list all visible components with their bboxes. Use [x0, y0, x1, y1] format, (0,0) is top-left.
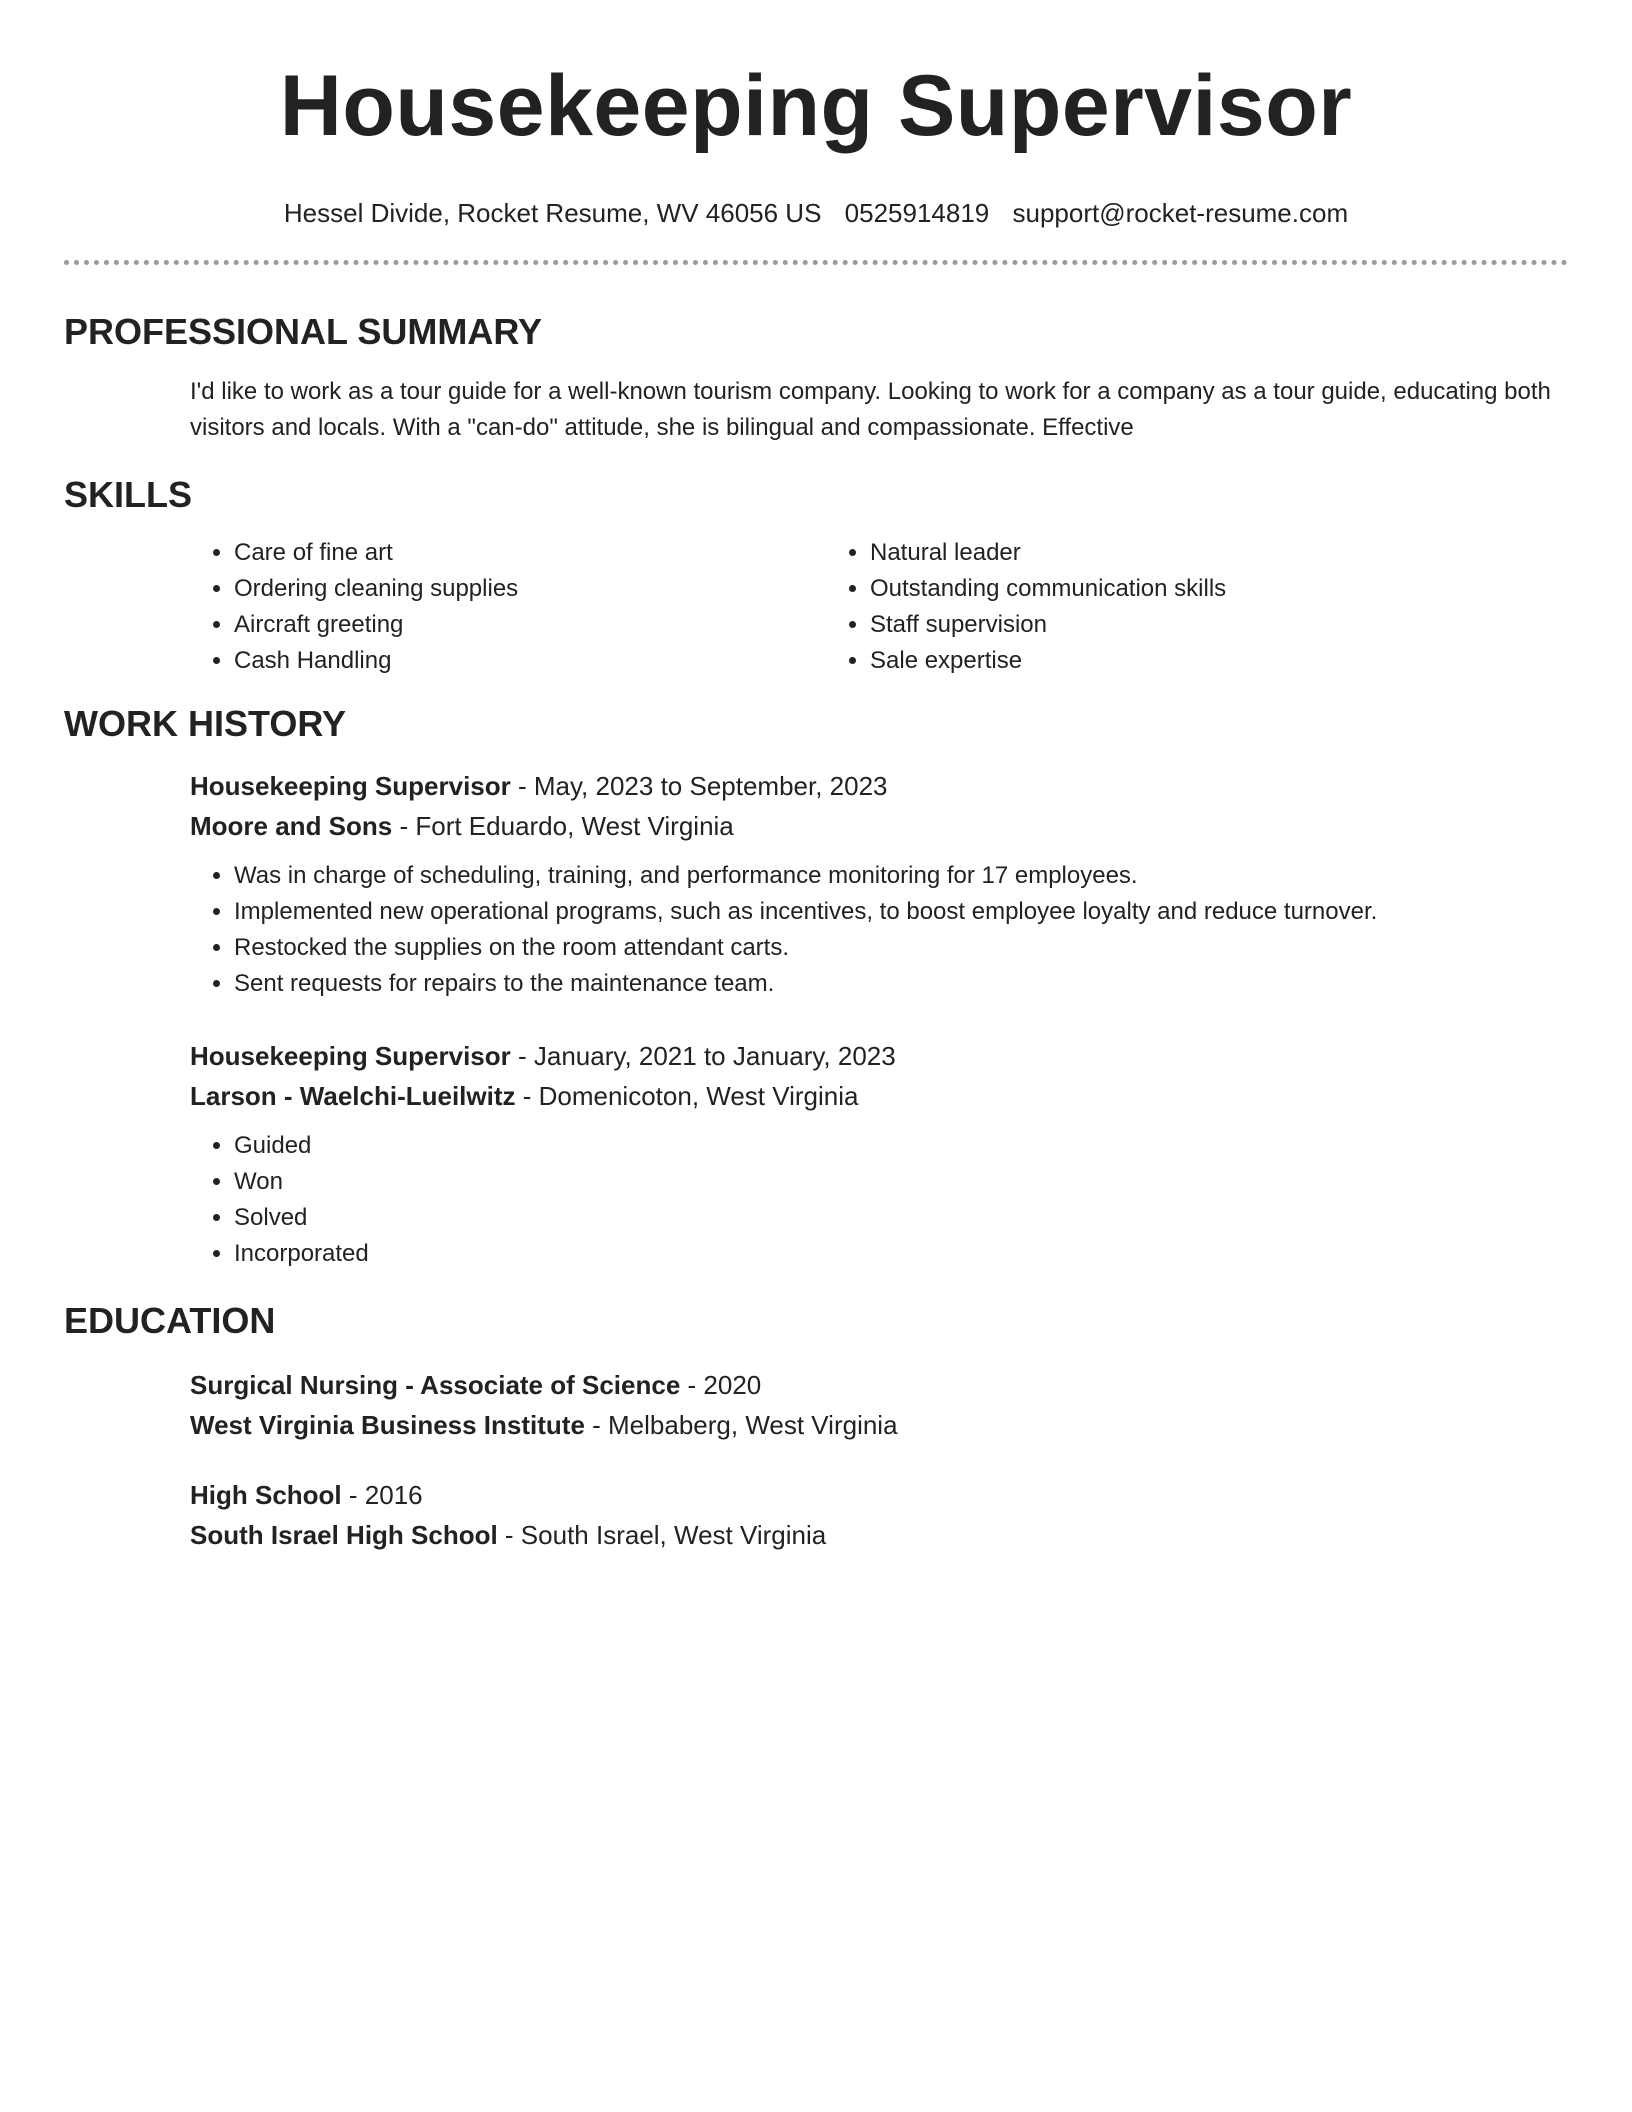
skill-item: • Sale expertise: [870, 643, 1462, 679]
skill-item: • Cash Handling: [234, 643, 826, 679]
education-year: - 2020: [680, 1370, 762, 1400]
summary-text: I'd like to work as a tour guide for a well-known tourism company. Looking to work for a company as a tour guide, educating both visitors and locals. With a "can-do" attitude, she is bilingual and compassionate. Effective: [190, 378, 1551, 441]
contact-email: support@rocket-resume.com: [1012, 198, 1349, 228]
job-company-line: [190, 1076, 1568, 1116]
job-company-line: [190, 806, 1568, 846]
contact-address: Hessel Divide, Rocket Resume, WV 46056 US: [283, 198, 822, 228]
education-entry: [64, 1475, 1568, 1555]
summary-section: [64, 374, 1568, 446]
job-bullet: • Sent requests for repairs to the maintenance team.: [234, 966, 1568, 1002]
education-school: South Israel High School: [190, 1520, 498, 1550]
job-bullet: • Restocked the supplies on the room attendant carts.: [234, 930, 1568, 966]
job-bullet: • Guided: [234, 1128, 1568, 1164]
job-bullet: • Solved: [234, 1200, 1568, 1236]
education-school-line: [190, 1405, 1568, 1445]
education-heading: EDUCATION: [64, 1300, 276, 1341]
job-location: - Fort Eduardo, West Virginia: [392, 811, 734, 841]
skills-heading: SKILLS: [64, 474, 193, 515]
skills-list: [64, 535, 1568, 679]
header-divider: [64, 260, 1568, 265]
work-history-heading: WORK HISTORY: [64, 703, 347, 744]
education-school: West Virginia Business Institute: [190, 1410, 585, 1440]
education-location: - South Israel, West Virginia: [497, 1520, 827, 1550]
education-location: - Melbaberg, West Virginia: [584, 1410, 898, 1440]
contact-line: [64, 198, 1568, 228]
job-role: Housekeeping Supervisor: [190, 1041, 511, 1071]
skills-column-left: [190, 535, 826, 679]
job-location: - Domenicoton, West Virginia: [515, 1081, 859, 1111]
resume-name: Housekeeping Supervisor: [279, 58, 1353, 154]
job-bullet: • Won: [234, 1164, 1568, 1200]
education-entry: [64, 1365, 1568, 1445]
education-degree: High School: [190, 1480, 342, 1510]
contact-phone: 0525914819: [844, 198, 990, 228]
job-bullet: • Was in charge of scheduling, training, and performance monitoring for 17 employees.: [234, 858, 1568, 894]
skill-item: • Outstanding communication skills: [870, 571, 1462, 607]
skill-item: • Ordering cleaning supplies: [234, 571, 826, 607]
job-bullets: [190, 858, 1568, 1002]
job-role: Housekeeping Supervisor: [190, 771, 511, 801]
job-company: Moore and Sons: [190, 811, 393, 841]
job-entry: [64, 766, 1568, 1002]
job-title-line: [190, 1036, 1568, 1076]
job-bullet: • Incorporated: [234, 1236, 1568, 1272]
skill-item: • Natural leader: [870, 535, 1462, 571]
education-degree: Surgical Nursing - Associate of Science: [190, 1370, 681, 1400]
summary-heading: PROFESSIONAL SUMMARY: [64, 311, 543, 352]
job-entry: [64, 1036, 1568, 1272]
education-school-line: [190, 1515, 1568, 1555]
education-degree-line: [190, 1475, 1568, 1515]
job-company: Larson - Waelchi-Lueilwitz: [190, 1081, 516, 1111]
education-year: - 2016: [341, 1480, 423, 1510]
skill-item: • Staff supervision: [870, 607, 1462, 643]
education-degree-line: [190, 1365, 1568, 1405]
job-dates: - May, 2023 to September, 2023: [510, 771, 888, 801]
skill-item: • Care of fine art: [234, 535, 826, 571]
job-title-line: [190, 766, 1568, 806]
job-bullets: [190, 1128, 1568, 1272]
skills-column-right: [826, 535, 1462, 679]
job-dates: - January, 2021 to January, 2023: [510, 1041, 896, 1071]
skill-item: • Aircraft greeting: [234, 607, 826, 643]
job-bullet: • Implemented new operational programs, such as incentives, to boost employee loyalty and reduce turnover.: [234, 894, 1568, 930]
